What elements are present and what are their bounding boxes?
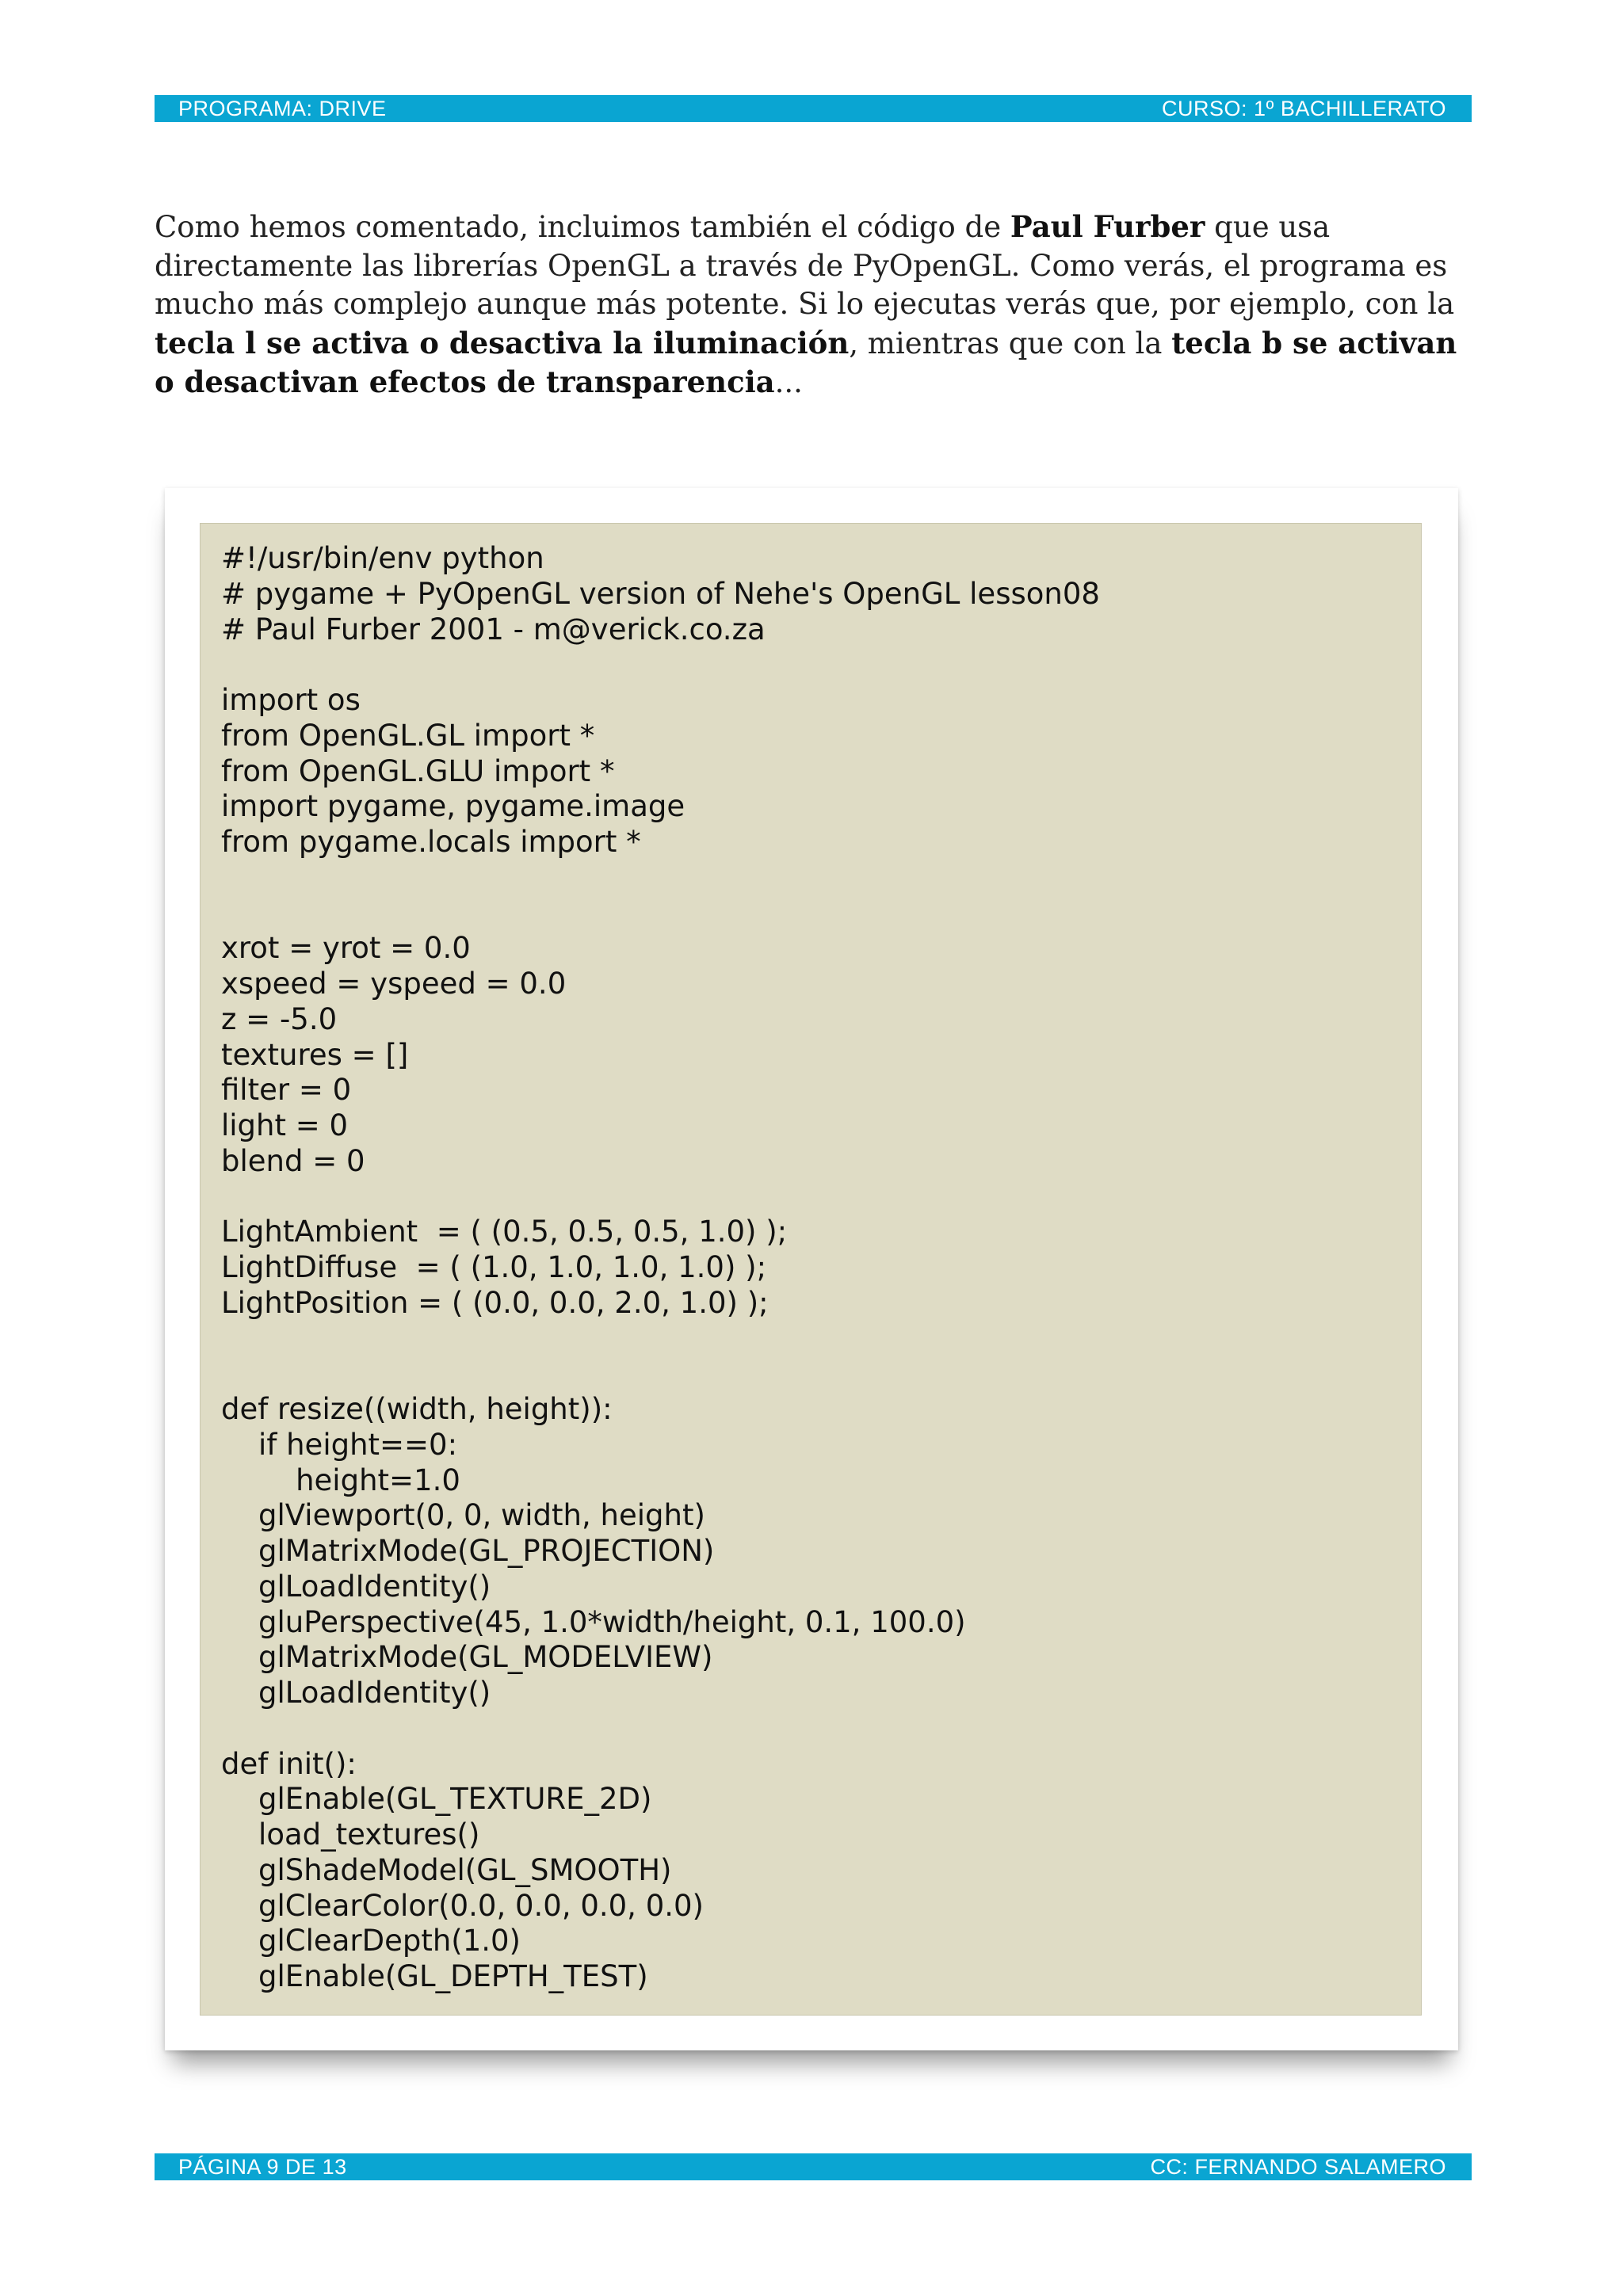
code-card	[165, 488, 1458, 2050]
code-line	[221, 860, 1100, 896]
code-line: from pygame.locals import *	[221, 825, 641, 859]
code-line: glShadeModel(GL_SMOOTH)	[221, 1852, 672, 1887]
code-line: xspeed = yspeed = 0.0	[221, 967, 567, 1001]
code-line: glMatrixMode(GL_PROJECTION)	[221, 1534, 715, 1568]
code-line: def init():	[221, 1746, 357, 1781]
code-line: glLoadIdentity()	[221, 1569, 491, 1604]
code-line: LightAmbient = ( (0.5, 0.5, 0.5, 1.0) );	[221, 1215, 788, 1249]
code-line	[221, 1322, 1100, 1357]
code-line: glEnable(GL_TEXTURE_2D)	[221, 1782, 652, 1817]
code-line: glMatrixMode(GL_MODELVIEW)	[221, 1640, 713, 1675]
code-listing	[221, 541, 1100, 1995]
code-line: xrot = yrot = 0.0	[221, 931, 471, 966]
footer-page-number: PÁGINA 9 DE 13	[178, 2155, 347, 2179]
intro-text-2: que usa directamente las librerías OpenGL a través de PyOpenGL. Como verás, el programa es mucho más complejo aunque más potente. Si lo ejecutas verás que, por ejemplo, con la	[155, 210, 1455, 321]
code-line: height=1.0	[221, 1463, 460, 1497]
code-line: glViewport(0, 0, width, height)	[221, 1498, 705, 1533]
header-course-label: CURSO: 1º BACHILLERATO	[1162, 97, 1446, 120]
code-line: from OpenGL.GL import *	[221, 718, 595, 753]
code-line	[221, 1356, 1100, 1392]
intro-text-1: Como hemos comentado, incluimos también el código de	[155, 210, 1010, 244]
page-footer-band	[155, 2153, 1472, 2180]
code-line: from OpenGL.GLU import *	[221, 753, 615, 788]
code-line	[221, 1180, 1100, 1215]
code-line: glClearDepth(1.0)	[221, 1924, 521, 1958]
code-line: load_textures()	[221, 1817, 480, 1852]
code-line	[221, 647, 1100, 683]
code-line: LightPosition = ( (0.0, 0.0, 2.0, 1.0) );	[221, 1285, 769, 1320]
code-line	[221, 1711, 1100, 1747]
intro-paragraph	[155, 208, 1474, 402]
code-line: gluPerspective(45, 1.0*width/height, 0.1, 100.0)	[221, 1604, 966, 1639]
code-line: light = 0	[221, 1108, 349, 1142]
code-line: blend = 0	[221, 1143, 365, 1178]
code-line: def resize((width, height)):	[221, 1392, 613, 1426]
intro-bold-author: Paul Furber	[1010, 209, 1205, 244]
code-line: import os	[221, 683, 361, 717]
intro-text-4: ...	[774, 365, 803, 399]
code-line: glEnable(GL_DEPTH_TEST)	[221, 1959, 648, 1993]
header-program-label: PROGRAMA: DRIVE	[178, 97, 387, 120]
intro-bold-blend-key: tecla b se activan o desactivan efectos de transparencia	[155, 325, 1457, 399]
footer-author-credit: CC: FERNANDO SALAMERO	[1150, 2155, 1446, 2179]
code-listing-box	[200, 523, 1422, 2016]
intro-bold-light-key: tecla l se activa o desactiva la iluminación	[155, 325, 850, 360]
code-line: # pygame + PyOpenGL version of Nehe's OpenGL lesson08	[221, 576, 1100, 611]
code-line: if height==0:	[221, 1427, 458, 1462]
code-line: LightDiffuse = ( (1.0, 1.0, 1.0, 1.0) );	[221, 1250, 767, 1284]
code-line: #!/usr/bin/env python	[221, 541, 544, 575]
code-line: glLoadIdentity()	[221, 1676, 491, 1710]
code-line: textures = []	[221, 1037, 409, 1072]
page-header-band	[155, 95, 1472, 122]
code-line: z = -5.0	[221, 1001, 338, 1036]
code-line	[221, 896, 1100, 932]
code-line: filter = 0	[221, 1073, 352, 1108]
code-line: glClearColor(0.0, 0.0, 0.0, 0.0)	[221, 1888, 704, 1923]
intro-text-3: , mientras que con la	[849, 326, 1172, 360]
code-line: import pygame, pygame.image	[221, 789, 685, 824]
code-line: # Paul Furber 2001 - m@verick.co.za	[221, 612, 766, 646]
